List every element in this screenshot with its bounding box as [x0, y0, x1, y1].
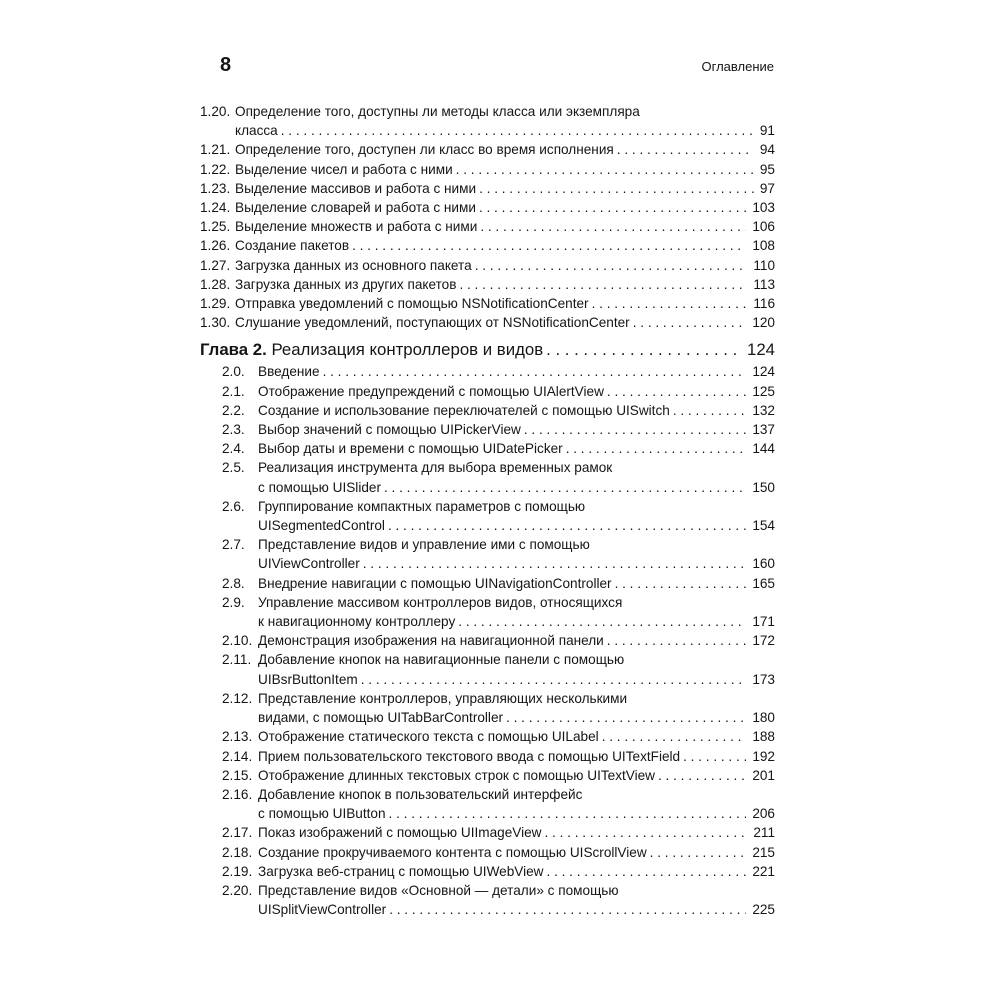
toc-entry[interactable] [200, 102, 775, 140]
entry-title: Загрузка данных из других пакетов [235, 276, 457, 292]
entry-title: UISplitViewController [258, 902, 387, 918]
entry-page-number: 116 [753, 296, 775, 312]
entry-number: 1.24. [200, 200, 231, 216]
toc-entry[interactable] [200, 140, 775, 159]
entry-title: Введение [258, 364, 320, 380]
dot-leader [544, 862, 747, 881]
entry-title-line: Группирование компактных параметров с помощью [258, 498, 586, 514]
entry-page-number: 180 [752, 710, 775, 726]
entry-page-number: 171 [752, 614, 775, 630]
entry-number: 2.14. [222, 748, 253, 764]
entry-title: Внедрение навигации с помощью UINavigationController [258, 575, 612, 591]
dot-leader [278, 121, 754, 140]
page-number: 8 [220, 54, 232, 76]
entry-title: с помощью UIButton [258, 806, 386, 822]
chapter-label: Глава 2. [200, 340, 267, 360]
entry-title-line: Представление видов и управление ими с помощью [258, 537, 590, 553]
entry-page-number: 106 [752, 219, 775, 235]
entry-title: Прием пользовательского текстового ввода с помощью UITextField [258, 748, 681, 764]
entry-title-line: Управление массивом контроллеров видов, относящихся [258, 594, 623, 610]
toc-entry[interactable] [200, 689, 775, 727]
entry-page-number: 173 [752, 671, 775, 687]
entry-number: 1.26. [200, 238, 231, 254]
entry-title: Отправка уведомлений с помощью NSNotificationCenter [235, 296, 589, 312]
toc-entry[interactable] [200, 497, 775, 535]
entry-number: 2.17. [222, 825, 253, 841]
entry-title-line: Представление контроллеров, управляющих несколькими [258, 690, 628, 706]
entry-title: видами, с помощью UITabBarController [258, 710, 504, 726]
dot-leader [455, 612, 746, 631]
entry-title: с помощью UISlider [258, 479, 381, 495]
entry-number: 2.20. [222, 882, 253, 898]
entry-page-number: 144 [752, 441, 775, 457]
dot-leader [360, 554, 747, 573]
dot-leader [612, 574, 747, 593]
entry-title-line: Определение того, доступны ли методы класса или экземпляра [235, 104, 640, 119]
entry-number: 2.12. [222, 690, 253, 706]
entry-page-number: 94 [759, 142, 775, 158]
dot-leader [589, 294, 748, 313]
dot-leader [542, 823, 748, 842]
entry-number: 2.5. [222, 460, 245, 476]
toc-entry[interactable] [200, 535, 775, 573]
entry-page-number: 120 [752, 315, 775, 331]
entry-page-number: 211 [753, 825, 775, 841]
dot-leader [477, 217, 746, 236]
toc-entry[interactable] [200, 631, 775, 650]
dot-leader [521, 420, 746, 439]
dot-leader [614, 140, 754, 159]
dot-leader [456, 275, 747, 294]
entry-number: 2.6. [222, 498, 245, 514]
entry-title: Загрузка веб-страниц с помощью UIWebView [258, 863, 544, 879]
entry-title: Выбор даты и времени с помощью UIDatePicker [258, 441, 563, 457]
entry-number: 2.0. [222, 364, 245, 380]
dot-leader [476, 198, 746, 217]
entry-title: Определение того, доступен ли класс во время исполнения [235, 142, 614, 158]
toc-entry[interactable] [200, 881, 775, 919]
entry-page-number: 108 [752, 238, 775, 254]
toc-entry[interactable] [200, 313, 775, 332]
toc-entry[interactable] [200, 382, 775, 401]
entry-number: 1.21. [200, 142, 231, 158]
entry-title: Выделение словарей и работа с ними [235, 200, 476, 216]
chapter-page-number: 124 [747, 340, 775, 360]
dot-leader [386, 804, 747, 823]
entry-number: 1.25. [200, 219, 231, 235]
dot-leader [680, 747, 746, 766]
entry-page-number: 172 [752, 633, 775, 649]
dot-leader [453, 160, 754, 179]
entry-number: 2.19. [222, 863, 253, 879]
toc-entry[interactable] [200, 401, 775, 420]
entry-title: Выбор значений с помощью UIPickerView [258, 422, 521, 438]
toc-entry[interactable] [200, 458, 775, 496]
toc-entry[interactable] [200, 862, 775, 881]
chapter-title: Реализация контроллеров и видов [271, 340, 544, 360]
dot-leader [320, 362, 747, 381]
entry-title: Слушание уведомлений, поступающих от NSNotificationCenter [235, 315, 630, 331]
entry-title: Выделение чисел и работа с ними [235, 161, 453, 177]
entry-title: Отображение статического текста с помощью UILabel [258, 729, 599, 745]
entry-title: класса [235, 123, 278, 139]
toc-entry[interactable] [200, 593, 775, 631]
entry-number: 1.28. [200, 276, 231, 292]
entry-page-number: 165 [752, 575, 775, 591]
dot-leader [385, 516, 746, 535]
dot-leader [599, 727, 747, 746]
entry-number: 1.20. [200, 104, 231, 119]
toc-entry[interactable] [200, 574, 775, 593]
toc-entry[interactable] [200, 275, 775, 294]
entry-title: Загрузка данных из основного пакета [235, 257, 472, 273]
section-1-entries [200, 102, 775, 332]
dot-leader [670, 401, 746, 420]
entry-page-number: 221 [752, 863, 775, 879]
entry-page-number: 188 [752, 729, 775, 745]
entry-number: 2.1. [222, 383, 245, 399]
entry-title-line: Представление видов «Основной — детали» с помощью [258, 882, 619, 898]
entry-number: 2.3. [222, 422, 245, 438]
entry-title: Демонстрация изображения на навигационной панели [258, 633, 604, 649]
entry-title: Создание прокручиваемого контента с помощью UIScrollView [258, 844, 647, 860]
entry-title-line: Реализация инструмента для выбора временных рамок [258, 460, 613, 476]
dot-leader [647, 843, 747, 862]
entry-title: Создание и использование переключателей с помощью UISwitch [258, 402, 670, 418]
chapter-heading[interactable] [200, 338, 775, 361]
dot-leader [503, 708, 746, 727]
dot-leader [386, 900, 746, 919]
entry-title: Выделение множеств и работа с ними [235, 219, 478, 235]
toc-entry[interactable] [200, 362, 775, 381]
entry-title-line: Добавление кнопок в пользовательский интерфейс [258, 786, 583, 802]
dot-leader [604, 631, 747, 650]
entry-page-number: 103 [752, 200, 775, 216]
entry-page-number: 154 [752, 518, 775, 534]
entry-number: 2.2. [222, 402, 245, 418]
entry-page-number: 124 [752, 364, 775, 380]
toc-entry[interactable] [200, 420, 775, 439]
entry-number: 1.23. [200, 180, 231, 196]
table-of-contents [200, 102, 775, 919]
dot-leader [358, 670, 747, 689]
entry-page-number: 113 [753, 276, 775, 292]
entry-title: UISegmentedControl [258, 518, 385, 534]
entry-page-number: 201 [752, 767, 775, 783]
entry-title: Отображение длинных текстовых строк с помощью UITextView [258, 767, 655, 783]
entry-page-number: 150 [752, 479, 775, 495]
dot-leader [381, 478, 746, 497]
entry-page-number: 95 [759, 161, 775, 177]
entry-number: 1.27. [200, 257, 231, 273]
entry-page-number: 91 [759, 123, 775, 139]
entry-number: 1.22. [200, 161, 231, 177]
entry-number: 2.15. [222, 767, 253, 783]
entry-number: 2.7. [222, 537, 245, 553]
entry-page-number: 206 [752, 806, 775, 822]
entry-number: 2.16. [222, 786, 253, 802]
toc-entry[interactable] [200, 179, 775, 198]
entry-number: 2.18. [222, 844, 253, 860]
toc-entry[interactable] [200, 747, 775, 766]
toc-entry[interactable] [200, 785, 775, 823]
dot-leader [472, 256, 748, 275]
entry-number: 2.10. [222, 633, 253, 649]
entry-number: 2.9. [222, 594, 245, 610]
entry-title: UIBsrButtonItem [258, 671, 358, 687]
entry-page-number: 132 [752, 402, 775, 418]
entry-title: Создание пакетов [235, 238, 350, 254]
toc-entry[interactable] [200, 217, 775, 236]
entry-title: Выделение массивов и работа с ними [235, 180, 477, 196]
entry-number: 2.11. [222, 652, 252, 668]
section-2-entries [200, 362, 775, 919]
entry-number: 1.30. [200, 315, 231, 331]
toc-entry[interactable] [200, 198, 775, 217]
toc-entry[interactable] [200, 294, 775, 313]
entry-page-number: 160 [752, 556, 775, 572]
dot-leader [604, 382, 746, 401]
dot-leader [543, 338, 741, 361]
entry-page-number: 192 [752, 748, 775, 764]
toc-entry[interactable] [200, 650, 775, 688]
entry-number: 2.8. [222, 575, 245, 591]
entry-title: Отображение предупреждений с помощью UIAlertView [258, 383, 604, 399]
entry-title-line: Добавление кнопок на навигационные панели с помощью [258, 652, 625, 668]
dot-leader [476, 179, 754, 198]
toc-entry[interactable] [200, 766, 775, 785]
toc-entry[interactable] [200, 160, 775, 179]
toc-entry[interactable] [200, 843, 775, 862]
toc-entry[interactable] [200, 236, 775, 255]
entry-page-number: 110 [753, 257, 775, 273]
dot-leader [630, 313, 747, 332]
dot-leader [349, 236, 746, 255]
entry-number: 2.13. [222, 729, 253, 745]
entry-number: 1.29. [200, 296, 231, 312]
toc-entry[interactable] [200, 823, 775, 842]
running-head: Оглавление [701, 59, 774, 74]
toc-entry[interactable] [200, 256, 775, 275]
entry-title: Показ изображений с помощью UIImageView [258, 825, 542, 841]
dot-leader [655, 766, 746, 785]
toc-entry[interactable] [200, 439, 775, 458]
dot-leader [563, 439, 747, 458]
entry-title: к навигационному контроллеру [258, 614, 456, 630]
entry-page-number: 137 [752, 422, 775, 438]
entry-page-number: 215 [752, 844, 775, 860]
entry-page-number: 97 [759, 180, 775, 196]
entry-page-number: 225 [752, 902, 775, 918]
toc-entry[interactable] [200, 727, 775, 746]
entry-title: UIViewController [258, 556, 360, 572]
entry-page-number: 125 [752, 383, 775, 399]
entry-number: 2.4. [222, 441, 245, 457]
